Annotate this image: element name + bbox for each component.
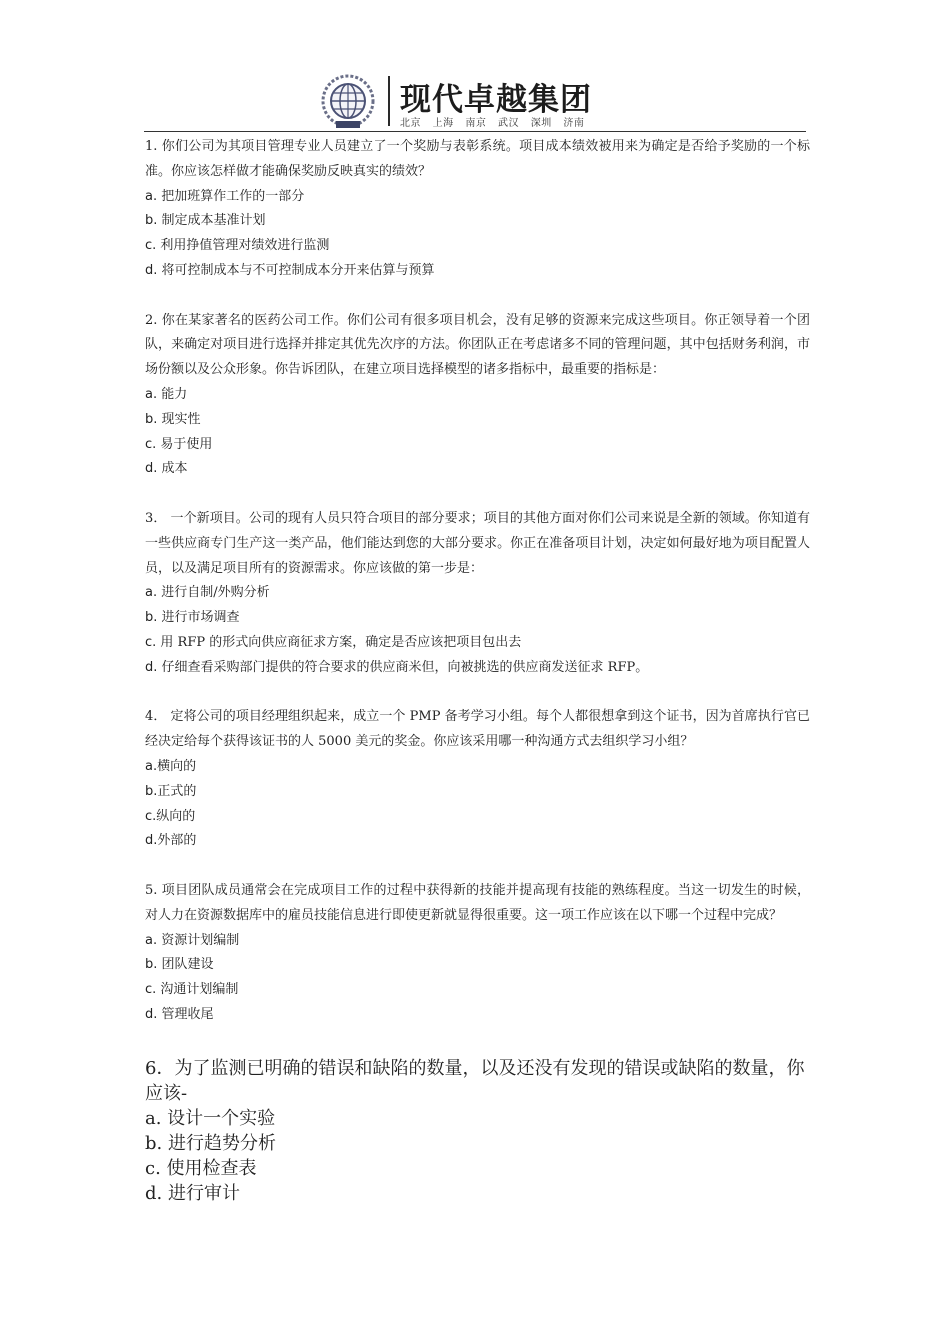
question-5	[145, 879, 810, 1028]
option-text: 沟通计划编制	[156, 982, 239, 998]
option-letter: c.	[145, 634, 157, 650]
option-text: 制定成本基准计划	[157, 213, 266, 229]
option-c	[145, 433, 810, 458]
option-letter: b.	[145, 411, 158, 427]
option-text: 仔细查看采购部门提供的符合要求的供应商米但，向被挑选的供应商发送征求 RFP。	[157, 659, 649, 675]
option-text: 进行趋势分析	[162, 1132, 276, 1154]
option-d	[145, 259, 810, 284]
question-spacer	[145, 681, 810, 706]
option-b	[145, 953, 810, 978]
option-letter: c.	[145, 238, 157, 254]
option-letter: b.	[145, 610, 158, 626]
option-text: 利用挣值管理对绩效进行监测	[156, 238, 330, 254]
option-letter: d.	[145, 262, 158, 278]
option-a	[145, 581, 810, 606]
question-text: 4． 定将公司的项目经理组织起来，成立一个 PMP 备考学习小组。每个人都很想拿到这个证书，因为首席执行官已经决定给每个获得该证书的人 5000 美元的奖金。你应该采用哪一种沟通方式去组织学习小组？	[145, 709, 810, 750]
option-letter: d.	[145, 833, 158, 849]
option-text: 用 RFP 的形式向供应商征求方案，确定是否应该把项目包出去	[156, 634, 522, 650]
option-b	[145, 209, 810, 234]
letterhead	[144, 70, 806, 132]
option-b	[145, 1131, 810, 1156]
option-d	[145, 1181, 810, 1206]
option-text: 将可控制成本与不可控制成本分开来估算与预算	[157, 262, 435, 278]
option-text: 外部的	[157, 833, 197, 849]
question-text: 6．为了监测已明确的错误和缺陷的数量，以及还没有发现的错误或缺陷的数量，你应该-	[145, 1057, 805, 1104]
option-text: 设计一个实验	[161, 1107, 276, 1129]
option-c	[145, 1156, 810, 1181]
option-a	[145, 1106, 810, 1131]
option-letter: a.	[145, 932, 158, 948]
option-letter: c.	[145, 436, 157, 452]
brand-name: 现代卓越集团	[400, 82, 592, 118]
option-text: 使用检查表	[160, 1157, 257, 1179]
option-letter: b.	[145, 783, 158, 799]
question-text: 1. 你们公司为其项目管理专业人员建立了一个奖励与表彰系统。项目成本绩效被用来为确定是否给予奖励的一个标准。你应该怎样做才能确保奖励反映真实的绩效？	[145, 139, 810, 179]
option-letter: d.	[145, 1182, 163, 1204]
question-text: 5. 项目团队成员通常会在完成项目工作的过程中获得新的技能并提高现有技能的熟练程度。当这一切发生的时候，对人力在资源数据库中的雇员技能信息进行即使更新就显得很重要。这一项工作应该在以下哪一个过程中完成？	[145, 882, 810, 923]
option-a	[145, 185, 810, 210]
brand-cities: 北京 上海 南京 武汉 深圳 济南	[400, 118, 585, 129]
option-a	[145, 383, 810, 408]
option-text: 进行审计	[162, 1182, 240, 1204]
option-letter: c.	[145, 1157, 161, 1179]
question-1	[145, 135, 810, 284]
option-letter: d.	[145, 1006, 158, 1022]
option-b	[145, 606, 810, 631]
brand-separator	[388, 76, 390, 126]
option-letter: d.	[145, 461, 158, 477]
option-text: 正式的	[157, 783, 197, 799]
option-c	[145, 631, 810, 656]
option-d	[145, 1003, 810, 1028]
question-spacer	[145, 482, 810, 507]
option-letter: d.	[145, 659, 158, 675]
question-spacer	[145, 284, 810, 309]
option-a	[145, 755, 810, 780]
option-text: 纵向的	[156, 808, 196, 824]
option-letter: a.	[145, 386, 158, 402]
question-spacer	[145, 1028, 810, 1056]
option-letter: b.	[145, 213, 158, 229]
option-letter: c.	[145, 982, 157, 998]
question-6	[145, 1056, 810, 1206]
option-text: 资源计划编制	[157, 932, 240, 948]
header-rule	[144, 131, 806, 132]
option-text: 管理收尾	[157, 1006, 214, 1022]
option-text: 把加班算作工作的一部分	[157, 188, 305, 204]
option-text: 成本	[157, 461, 188, 477]
option-text: 进行市场调查	[157, 610, 240, 626]
option-text: 易于使用	[156, 436, 213, 452]
option-b	[145, 408, 810, 433]
option-d	[145, 457, 810, 482]
option-text: 现实性	[157, 411, 201, 427]
question-2	[145, 309, 810, 483]
question-text: 3． 一个新项目。公司的现有人员只符合项目的部分要求；项目的其他方面对你们公司来说是全新的领域。你知道有一些供应商专门生产这一类产品，他们能达到您的大部分要求。你正在准备项目计划，决定如何最好地为项目配置人员，以及满足项目所有的资源需求。你应该做的第一步是：	[145, 510, 810, 576]
globe-seal-icon	[312, 74, 384, 130]
option-a	[145, 929, 810, 954]
question-4	[145, 705, 810, 854]
option-letter: c.	[145, 808, 157, 824]
option-text: 横向的	[157, 758, 197, 774]
option-letter: a.	[145, 1107, 162, 1129]
option-letter: b.	[145, 1132, 163, 1154]
option-b	[145, 780, 810, 805]
option-d	[145, 829, 810, 854]
question-list	[145, 135, 810, 1206]
option-c	[145, 234, 810, 259]
option-letter: a.	[145, 758, 158, 774]
question-spacer	[145, 854, 810, 879]
option-c	[145, 978, 810, 1003]
option-text: 团队建设	[157, 957, 214, 973]
option-text: 进行自制/外购分析	[157, 585, 270, 601]
option-letter: a.	[145, 188, 158, 204]
option-d	[145, 656, 810, 681]
option-c	[145, 805, 810, 830]
question-3	[145, 507, 810, 681]
option-letter: a.	[145, 585, 158, 601]
question-text: 2. 你在某家著名的医药公司工作。你们公司有很多项目机会，没有足够的资源来完成这些项目。你正领导着一个团队，来确定对项目进行选择并排定其优先次序的方法。你团队正在考虑诸多不同的管理问题，其中包括财务利润，市场份额以及公众形象。你告诉团队，在建立项目选择模型的诸多指标中，最重要的指标是：	[145, 312, 810, 378]
option-letter: b.	[145, 957, 158, 973]
option-text: 能力	[157, 386, 188, 402]
